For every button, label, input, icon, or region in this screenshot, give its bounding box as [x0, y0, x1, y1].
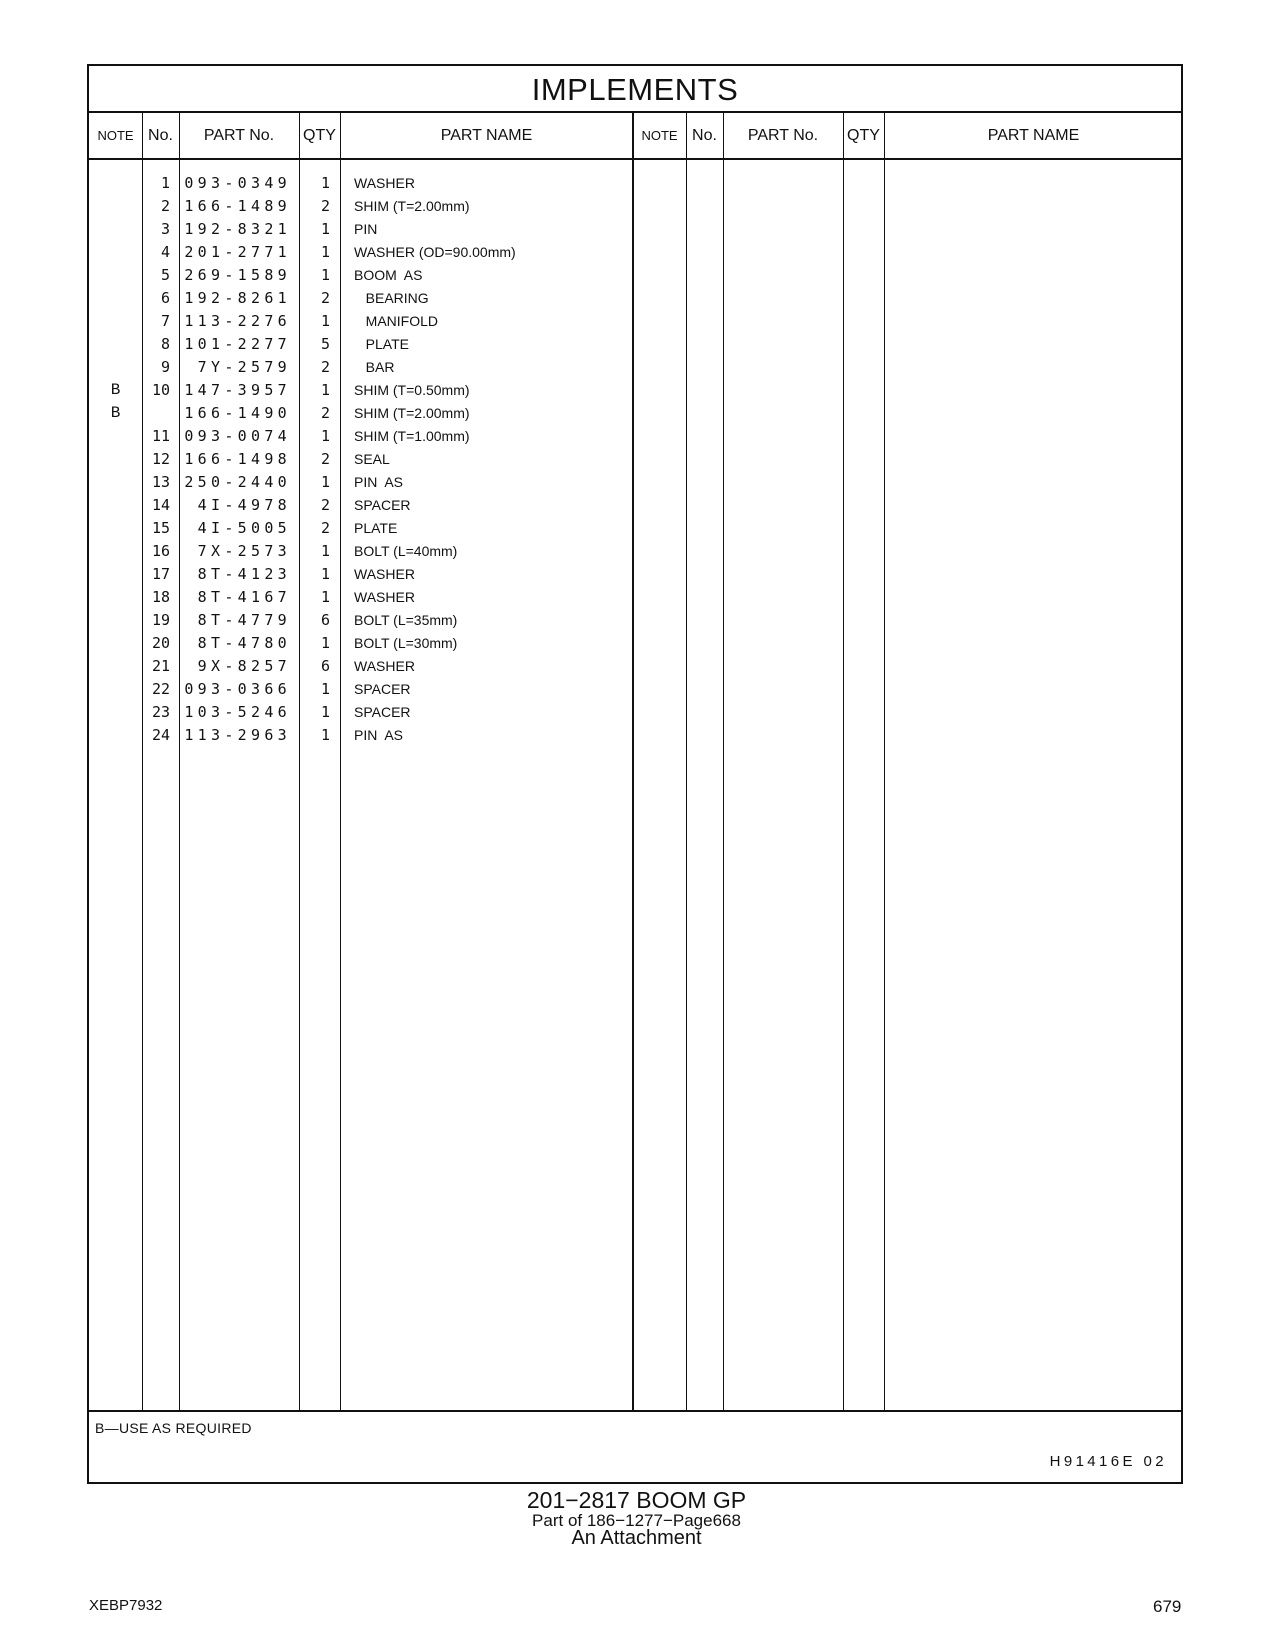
quantity-cell: 2 — [320, 358, 330, 376]
part-number-cell: 8T-4167 — [197, 588, 291, 606]
part-number-cell: 093-0074 — [184, 427, 291, 445]
header-part-no-right: PART No. — [747, 127, 819, 144]
table-row — [89, 471, 1181, 494]
quantity-cell: 2 — [320, 496, 330, 514]
part-number-cell: 192-8261 — [184, 289, 291, 307]
part-name-cell: SHIM (T=1.00mm) — [354, 428, 470, 444]
table-row — [89, 609, 1181, 632]
part-name-cell: SHIM (T=2.00mm) — [354, 198, 470, 214]
quantity-cell: 1 — [320, 174, 330, 192]
item-number-cell: 15 — [151, 519, 170, 537]
part-number-cell: 7Y-2579 — [197, 358, 291, 376]
part-name-cell: SPACER — [354, 497, 411, 513]
attachment-caption: An Attachment — [571, 1527, 702, 1549]
part-number-cell: 8T-4780 — [197, 634, 291, 652]
table-row — [89, 425, 1181, 448]
part-name-cell: BAR — [354, 359, 395, 375]
part-name-cell: BOLT (L=35mm) — [354, 612, 458, 628]
quantity-cell: 1 — [320, 381, 330, 399]
part-number-cell: 269-1589 — [184, 266, 291, 284]
quantity-cell: 1 — [320, 266, 330, 284]
table-row — [89, 724, 1181, 747]
quantity-cell: 1 — [320, 473, 330, 491]
table-bottom-rule — [89, 1410, 1181, 1412]
item-number-cell: 6 — [160, 289, 170, 307]
header-no-left: No. — [148, 127, 173, 144]
part-number-cell: 201-2771 — [184, 243, 291, 261]
table-row — [89, 310, 1181, 333]
table-row — [89, 264, 1181, 287]
table-row — [89, 379, 1181, 402]
part-number-cell: 113-2276 — [184, 312, 291, 330]
table-row — [89, 402, 1181, 425]
quantity-cell: 1 — [320, 634, 330, 652]
header-no-right: No. — [692, 127, 717, 144]
part-name-cell: WASHER — [354, 658, 415, 674]
quantity-cell: 2 — [320, 450, 330, 468]
table-row — [89, 678, 1181, 701]
quantity-cell: 2 — [320, 519, 330, 537]
table-row — [89, 448, 1181, 471]
part-number-cell: 147-3957 — [184, 381, 291, 399]
quantity-cell: 1 — [320, 312, 330, 330]
item-number-cell: 1 — [160, 174, 170, 192]
item-number-cell: 16 — [151, 542, 170, 560]
item-number-cell: 5 — [160, 266, 170, 284]
table-row — [89, 195, 1181, 218]
quantity-cell: 1 — [320, 243, 330, 261]
header-qty-right: QTY — [847, 127, 880, 144]
table-row — [89, 218, 1181, 241]
item-number-cell: 9 — [160, 358, 170, 376]
item-number-cell: 10 — [151, 381, 170, 399]
parts-list-sheet — [87, 64, 1183, 1484]
part-name-cell: MANIFOLD — [354, 313, 439, 329]
assembly-caption: 201−2817 BOOM GP — [526, 1487, 747, 1513]
quantity-cell: 2 — [320, 197, 330, 215]
part-number-cell: 4I-4978 — [197, 496, 291, 514]
part-name-cell: WASHER (OD=90.00mm) — [354, 244, 516, 260]
part-name-cell: PIN AS — [354, 727, 404, 743]
quantity-cell: 1 — [320, 220, 330, 238]
note-cell: B — [110, 381, 121, 399]
part-name-cell: BOLT (L=40mm) — [354, 543, 458, 559]
part-number-cell: 192-8321 — [184, 220, 291, 238]
quantity-cell: 1 — [320, 542, 330, 560]
header-qty-left: QTY — [303, 127, 336, 144]
table-row — [89, 701, 1181, 724]
item-number-cell: 22 — [151, 680, 170, 698]
quantity-cell: 2 — [320, 289, 330, 307]
part-number-cell: 166-1489 — [184, 197, 291, 215]
quantity-cell: 1 — [320, 588, 330, 606]
part-name-cell: SPACER — [354, 704, 411, 720]
header-part-name-right: PART NAME — [987, 127, 1080, 144]
part-number-cell: 093-0366 — [184, 680, 291, 698]
item-number-cell: 21 — [151, 657, 170, 675]
document-id: XEBP7932 — [89, 1597, 163, 1614]
page-number: 679 — [1153, 1597, 1182, 1616]
part-name-cell: PIN — [354, 221, 378, 237]
quantity-cell: 1 — [320, 427, 330, 445]
part-name-cell: SEAL — [354, 451, 390, 467]
table-row — [89, 517, 1181, 540]
table-row — [89, 632, 1181, 655]
item-number-cell: 13 — [151, 473, 170, 491]
item-number-cell: 12 — [151, 450, 170, 468]
table-row — [89, 287, 1181, 310]
header-part-name-left: PART NAME — [440, 127, 533, 144]
item-number-cell: 4 — [160, 243, 170, 261]
part-number-cell: 8T-4779 — [197, 611, 291, 629]
part-name-cell: PIN AS — [354, 474, 404, 490]
quantity-cell: 1 — [320, 726, 330, 744]
part-number-cell: 166-1498 — [184, 450, 291, 468]
table-row — [89, 356, 1181, 379]
part-of-caption: Part of 186−1277−Page668 — [532, 1511, 741, 1530]
part-number-cell: 8T-4123 — [197, 565, 291, 583]
part-name-cell: SHIM (T=0.50mm) — [354, 382, 470, 398]
part-number-cell: 113-2963 — [184, 726, 291, 744]
header-note-right: NOTE — [641, 128, 678, 143]
quantity-cell: 5 — [320, 335, 330, 353]
part-name-cell: PLATE — [354, 336, 409, 352]
part-number-cell: 9X-8257 — [197, 657, 291, 675]
item-number-cell: 23 — [151, 703, 170, 721]
part-name-cell: BOLT (L=30mm) — [354, 635, 458, 651]
part-name-cell: WASHER — [354, 566, 415, 582]
part-number-cell: 093-0349 — [184, 174, 291, 192]
footnote: B—USE AS REQUIRED — [95, 1420, 252, 1436]
table-row — [89, 563, 1181, 586]
item-number-cell: 7 — [160, 312, 170, 330]
part-name-cell: BEARING — [354, 290, 429, 306]
table-row — [89, 172, 1181, 195]
quantity-cell: 2 — [320, 404, 330, 422]
table-row — [89, 586, 1181, 609]
table-row — [89, 494, 1181, 517]
item-number-cell: 20 — [151, 634, 170, 652]
item-number-cell: 24 — [151, 726, 170, 744]
part-name-cell: WASHER — [354, 175, 415, 191]
table-row — [89, 333, 1181, 356]
column-header-row — [89, 113, 1181, 160]
table-row — [89, 540, 1181, 563]
page-title: IMPLEMENTS — [89, 66, 1181, 113]
part-number-cell: 7X-2573 — [197, 542, 291, 560]
item-number-cell: 2 — [160, 197, 170, 215]
item-number-cell: 3 — [160, 220, 170, 238]
part-name-cell: BOOM AS — [354, 267, 423, 283]
quantity-cell: 1 — [320, 703, 330, 721]
quantity-cell: 1 — [320, 680, 330, 698]
part-name-cell: SPACER — [354, 681, 411, 697]
quantity-cell: 6 — [320, 657, 330, 675]
part-number-cell: 103-5246 — [184, 703, 291, 721]
part-name-cell: WASHER — [354, 589, 415, 605]
header-note-left: NOTE — [97, 128, 134, 143]
item-number-cell: 8 — [160, 335, 170, 353]
item-number-cell: 19 — [151, 611, 170, 629]
note-cell: B — [110, 404, 121, 422]
part-number-cell: 250-2440 — [184, 473, 291, 491]
part-name-cell: PLATE — [354, 520, 398, 536]
part-number-cell: 166-1490 — [184, 404, 291, 422]
sheet-code: H91416E 02 — [1049, 1453, 1167, 1470]
item-number-cell: 11 — [151, 427, 170, 445]
item-number-cell: 17 — [151, 565, 170, 583]
header-part-no-left: PART No. — [203, 127, 275, 144]
part-name-cell: SHIM (T=2.00mm) — [354, 405, 470, 421]
table-row — [89, 655, 1181, 678]
part-number-cell: 4I-5005 — [197, 519, 291, 537]
quantity-cell: 1 — [320, 565, 330, 583]
table-row — [89, 241, 1181, 264]
quantity-cell: 6 — [320, 611, 330, 629]
item-number-cell: 18 — [151, 588, 170, 606]
item-number-cell: 14 — [151, 496, 170, 514]
part-number-cell: 101-2277 — [184, 335, 291, 353]
